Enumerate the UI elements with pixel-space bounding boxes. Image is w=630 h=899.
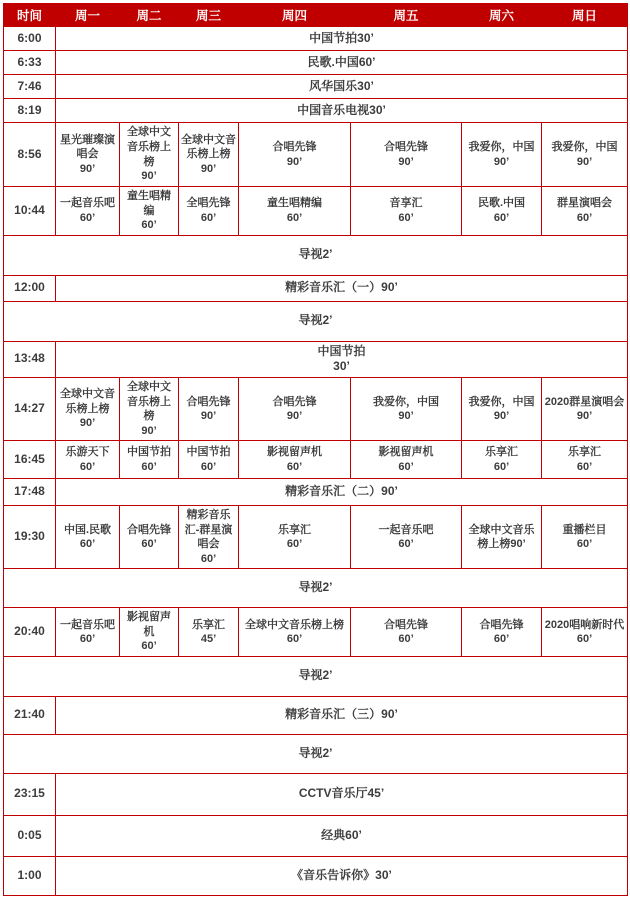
schedule-body bbox=[4, 27, 628, 896]
program-cell: 全球中文音乐榜上榜 60’ bbox=[239, 608, 351, 657]
schedule-row bbox=[4, 341, 628, 378]
program-cell: 精彩音乐汇（二）90’ bbox=[56, 479, 628, 506]
time-cell: 10:44 bbox=[4, 187, 56, 236]
program-cell: 精彩音乐汇（三）90’ bbox=[56, 696, 628, 734]
program-cell: 我爱你，中国 90’ bbox=[462, 378, 542, 441]
schedule-row bbox=[4, 123, 628, 187]
program-cell: 2020群星演唱会 90’ bbox=[542, 378, 628, 441]
promo-cell: 导视2’ bbox=[4, 734, 628, 773]
column-header-day: 周三 bbox=[179, 4, 239, 27]
program-cell: 星光璀璨演唱会 90’ bbox=[56, 123, 120, 187]
schedule-row bbox=[4, 378, 628, 441]
program-cell: 民歌.中国60’ bbox=[56, 51, 628, 75]
program-cell: 精彩音乐汇（一）90’ bbox=[56, 275, 628, 301]
program-cell: 全球中文音乐榜上榜 90’ bbox=[179, 123, 239, 187]
program-cell: 合唱先锋 60’ bbox=[120, 506, 179, 569]
schedule-row bbox=[4, 815, 628, 856]
program-cell: 一起音乐吧 60’ bbox=[56, 187, 120, 236]
time-cell: 6:00 bbox=[4, 27, 56, 51]
schedule-row bbox=[4, 479, 628, 506]
program-cell: 一起音乐吧 60’ bbox=[351, 506, 462, 569]
program-cell: 中国.民歌 60’ bbox=[56, 506, 120, 569]
schedule-row bbox=[4, 75, 628, 99]
program-cell: 合唱先锋 90’ bbox=[239, 378, 351, 441]
schedule-row bbox=[4, 734, 628, 773]
program-cell: 中国节拍30’ bbox=[56, 27, 628, 51]
time-cell: 6:33 bbox=[4, 51, 56, 75]
program-cell: 全球中文音乐榜上榜90’ bbox=[462, 506, 542, 569]
program-cell: 乐享汇 60’ bbox=[462, 441, 542, 479]
program-cell: CCTV音乐厅45’ bbox=[56, 773, 628, 815]
column-header-day: 周二 bbox=[120, 4, 179, 27]
schedule-row bbox=[4, 99, 628, 123]
time-cell: 7:46 bbox=[4, 75, 56, 99]
program-cell: 精彩音乐汇-群星演唱会 60’ bbox=[179, 506, 239, 569]
program-cell: 民歌.中国 60’ bbox=[462, 187, 542, 236]
program-cell: 乐享汇 60’ bbox=[239, 506, 351, 569]
program-cell: 群星演唱会 60’ bbox=[542, 187, 628, 236]
program-cell: 合唱先锋 90’ bbox=[179, 378, 239, 441]
time-cell: 13:48 bbox=[4, 341, 56, 378]
program-cell: 合唱先锋 60’ bbox=[462, 608, 542, 657]
time-cell: 14:27 bbox=[4, 378, 56, 441]
time-cell: 8:56 bbox=[4, 123, 56, 187]
program-cell: 中国音乐电视30’ bbox=[56, 99, 628, 123]
time-cell: 12:00 bbox=[4, 275, 56, 301]
time-cell: 20:40 bbox=[4, 608, 56, 657]
program-cell: 风华国乐30’ bbox=[56, 75, 628, 99]
header-row bbox=[4, 4, 628, 27]
program-cell: 童生唱精编 60’ bbox=[120, 187, 179, 236]
program-cell: 乐享汇 60’ bbox=[542, 441, 628, 479]
time-cell: 21:40 bbox=[4, 696, 56, 734]
program-cell: 中国节拍 60’ bbox=[179, 441, 239, 479]
schedule-row bbox=[4, 51, 628, 75]
time-cell: 8:19 bbox=[4, 99, 56, 123]
program-cell: 2020唱响新时代 60’ bbox=[542, 608, 628, 657]
schedule-row bbox=[4, 441, 628, 479]
program-cell: 乐享汇 45’ bbox=[179, 608, 239, 657]
schedule-row bbox=[4, 696, 628, 734]
program-cell: 中国节拍 30’ bbox=[56, 341, 628, 378]
time-cell: 1:00 bbox=[4, 856, 56, 895]
program-cell: 童生唱精编 60’ bbox=[239, 187, 351, 236]
program-cell: 全球中文音乐榜上榜 90’ bbox=[56, 378, 120, 441]
column-header-day: 周五 bbox=[351, 4, 462, 27]
time-cell: 23:15 bbox=[4, 773, 56, 815]
program-cell: 影视留声机 60’ bbox=[239, 441, 351, 479]
program-cell: 经典60’ bbox=[56, 815, 628, 856]
program-cell: 全球中文音乐榜上榜 90’ bbox=[120, 123, 179, 187]
promo-cell: 导视2’ bbox=[4, 235, 628, 275]
program-cell: 乐游天下 60’ bbox=[56, 441, 120, 479]
time-cell: 19:30 bbox=[4, 506, 56, 569]
program-cell: 合唱先锋 90’ bbox=[351, 123, 462, 187]
program-cell: 合唱先锋 60’ bbox=[351, 608, 462, 657]
column-header-day: 周六 bbox=[462, 4, 542, 27]
program-cell: 我爱你，中国 90’ bbox=[542, 123, 628, 187]
column-header-time: 时间 bbox=[4, 4, 56, 27]
schedule-row bbox=[4, 275, 628, 301]
program-cell: 音享汇 60’ bbox=[351, 187, 462, 236]
program-cell: 一起音乐吧 60’ bbox=[56, 608, 120, 657]
column-header-day: 周一 bbox=[56, 4, 120, 27]
schedule-row bbox=[4, 773, 628, 815]
schedule-row bbox=[4, 506, 628, 569]
program-cell: 我爱你，中国 90’ bbox=[351, 378, 462, 441]
schedule-row bbox=[4, 656, 628, 696]
schedule-row bbox=[4, 301, 628, 341]
time-cell: 16:45 bbox=[4, 441, 56, 479]
program-cell: 我爱你，中国 90’ bbox=[462, 123, 542, 187]
program-cell: 《音乐告诉你》30’ bbox=[56, 856, 628, 895]
promo-cell: 导视2’ bbox=[4, 301, 628, 341]
schedule-row bbox=[4, 235, 628, 275]
schedule-row bbox=[4, 856, 628, 895]
schedule-row bbox=[4, 569, 628, 608]
column-header-day: 周四 bbox=[239, 4, 351, 27]
promo-cell: 导视2’ bbox=[4, 569, 628, 608]
schedule-row bbox=[4, 27, 628, 51]
time-cell: 17:48 bbox=[4, 479, 56, 506]
schedule-row bbox=[4, 608, 628, 657]
program-cell: 全球中文音乐榜上榜 90’ bbox=[120, 378, 179, 441]
column-header-day: 周日 bbox=[542, 4, 628, 27]
program-cell: 合唱先锋 90’ bbox=[239, 123, 351, 187]
schedule-table bbox=[3, 3, 628, 896]
time-cell: 0:05 bbox=[4, 815, 56, 856]
schedule-row bbox=[4, 187, 628, 236]
program-cell: 全唱先锋 60’ bbox=[179, 187, 239, 236]
program-cell: 影视留声机 60’ bbox=[351, 441, 462, 479]
program-cell: 重播栏目 60’ bbox=[542, 506, 628, 569]
program-cell: 中国节拍 60’ bbox=[120, 441, 179, 479]
promo-cell: 导视2’ bbox=[4, 656, 628, 696]
program-cell: 影视留声机 60’ bbox=[120, 608, 179, 657]
